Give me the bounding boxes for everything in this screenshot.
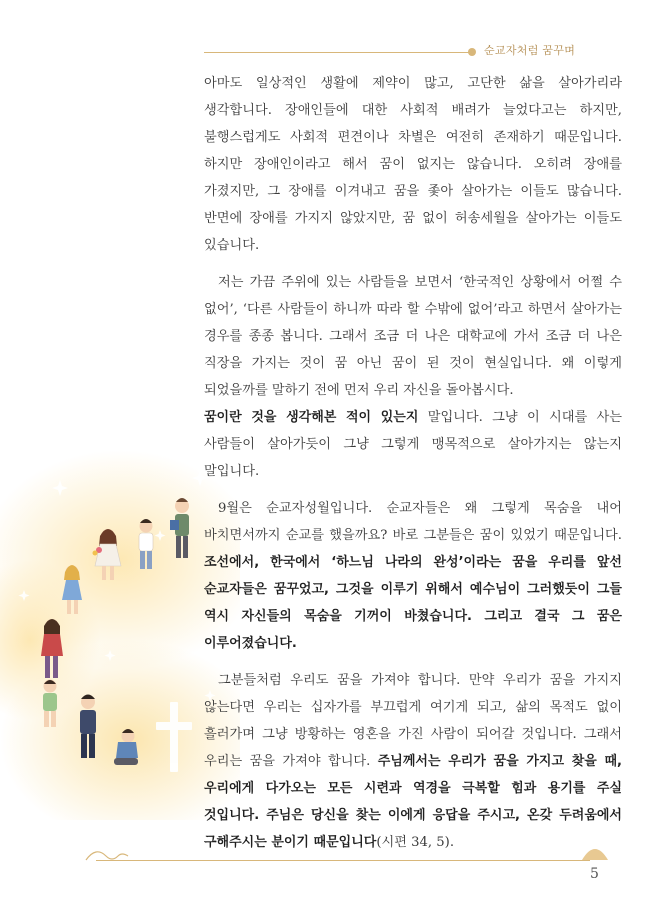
running-header-title: 순교자처럼 꿈꾸며 [484, 44, 576, 57]
citation: (시편 34, 5). [376, 835, 455, 850]
header-dot [468, 48, 476, 56]
footer-dome-ornament [580, 842, 610, 860]
paragraph [204, 269, 622, 404]
header-rule [204, 52, 472, 53]
paragraph [204, 667, 622, 856]
paragraph [204, 70, 622, 259]
emphasis-text: 조선에서, 한국에서 ‘하느님 나라의 완성’이라는 꿈을 우리를 앞선 순교자들은 꿈꾸었고, 그것을 이루기 위해서 예수님이 그러했듯이 그들 역시 자신들의 목숨을 기꺼이 바쳤습니다. 그리고 결국 그 꿈은 이루어졌습니다. [204, 555, 622, 651]
text-run: 아마도 일상적인 생활에 제약이 많고, 고단한 삶을 살아가리라 생각합니다. 장애인들에 대한 사회적 배려가 늘었다고는 하지만, 불행스럽게도 사회적 편견이나 차별은 여전히 존재하기 때문입니다. 하지만 장애인이라고 해서 꿈이 없지는 않습니다. 오히려 장애를 가졌지만, 그 장애를 이겨내고 꿈을 좇아 살아가는 이들도 많습니다. 반면에 장애를 가지지 않았지만, 꿈 없이 허송세월을 살아가는 이들도 있습니다. [204, 76, 622, 253]
footer-rule [96, 860, 590, 861]
emphasis-text: 주님께서는 우리가 꿈을 가지고 찾을 때, 우리에게 다가오는 모든 시련과 역경을 극복할 힘과 용기를 주실 것입니다. 주님은 당신을 찾는 이에게 응답을 주시고, 온갖 두려움에서 구해주시는 분이기 때문입니다 [204, 754, 622, 850]
paragraph [204, 495, 622, 657]
article-body [204, 70, 622, 856]
page-number: 5 [590, 866, 599, 882]
footer-swirl-ornament [84, 844, 130, 864]
paragraph [204, 404, 622, 485]
text-run: 말입니다. 그냥 이 시대를 사는 사람들이 살아가듯이 그냥 그렇게 맹목적으로 살아가지는 않는지 말입니다. [204, 410, 622, 479]
text-run: 그분들처럼 우리도 꿈을 가져야 합니다. 만약 우리가 꿈을 가지지 않는다면 우리는 십자가를 부끄럽게 여기게 되고, 삶의 목적도 없이 흘러가며 그냥 방황하는 영혼을 가진 사람이 되어갈 것입니다. 그래서 우리는 꿈을 가져야 합니다. [204, 673, 622, 769]
text-run: 9월은 순교자성월입니다. 순교자들은 왜 그렇게 목숨을 내어 바치면서까지 순교를 했을까요? 바로 그분들은 꿈이 있었기 때문입니다. [204, 501, 622, 543]
emphasis-text: 꿈이란 것을 생각해본 적이 있는지 [204, 410, 419, 425]
text-run: 저는 가끔 주위에 있는 사람들을 보면서 ‘한국적인 상황에서 어쩔 수 없어’, ‘다른 사람들이 하니까 따라 할 수밖에 없어’라고 하면서 살아가는 경우를 종종 봅니다. 그래서 조금 더 나은 대학교에 가서 조금 더 나은 직장을 가지는 것이 꿈 아닌 꿈이 된 것이 현실입니다. 왜 이렇게 되었을까를 말하기 전에 먼저 우리 자신을 돌아봅시다. [204, 275, 622, 398]
